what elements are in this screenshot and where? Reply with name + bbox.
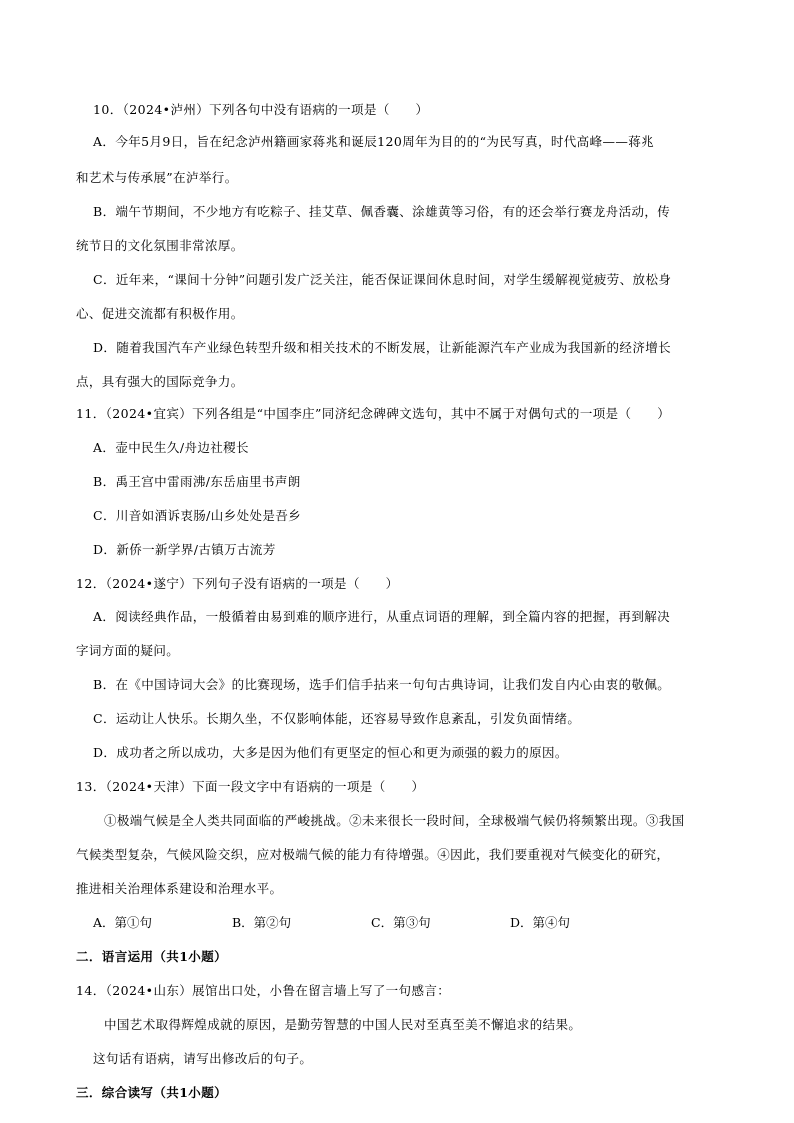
section-3-heading: 三．综合读写（共1小题） — [76, 1085, 227, 1100]
question-13-stem: 13．（2024•天津）下面一段文字中有语病的一项是（ ） — [76, 779, 425, 794]
q10-option-b-line1: B．端午节期间，不少地方有吃粽子、挂艾草、佩香囊、涂雄黄等习俗，有的还会举行赛龙舟活动，传 — [93, 204, 671, 219]
q11-option-a: A．壶中民生久/舟边社稷长 — [93, 440, 249, 455]
question-11-stem: 11．（2024•宜宾）下列各组是“中国李庄”同济纪念碑碑文选句，其中不属于对偶句式的一项是（ ） — [76, 406, 671, 421]
q13-option-a: A．第①句 — [93, 915, 153, 930]
q12-option-b: B．在《中国诗词大会》的比赛现场，选手们信手拈来一句句古典诗词，让我们发自内心由衷的敬佩。 — [93, 677, 671, 692]
q10-option-d-line1: D．随着我国汽车产业绿色转型升级和相关技术的不断发展，让新能源汽车产业成为我国新的经济增长 — [93, 340, 672, 355]
q13-option-c: C．第③句 — [371, 915, 431, 930]
q13-option-d: D．第④句 — [510, 915, 571, 930]
q12-option-a-line2: 字词方面的疑问。 — [76, 643, 180, 658]
q13-option-b: B．第②句 — [232, 915, 292, 930]
q10-option-c-line2: 心、促进交流都有积极作用。 — [76, 306, 244, 321]
question-10-stem: 10．（2024•泸州）下列各句中没有语病的一项是（ ） — [93, 102, 429, 117]
q10-option-a-line2: 和艺术与传承展”在泸举行。 — [76, 170, 238, 185]
q13-passage-line1: ①极端气候是全人类共同面临的严峻挑战。②未来很长一段时间，全球极端气候仍将频繁出现。③我国 — [104, 813, 685, 828]
q14-quote: 中国艺术取得辉煌成就的原因，是勤劳智慧的中国人民对至真至美不懈追求的结果。 — [104, 1017, 582, 1032]
q10-option-d-line2: 点，具有强大的国际竞争力。 — [76, 374, 244, 389]
question-14-stem: 14．（2024•山东）展馆出口处，小鲁在留言墙上写了一句感言： — [76, 983, 451, 998]
q12-option-c: C．运动让人快乐。长期久坐，不仅影响体能，还容易导致作息紊乱，引发负面情绪。 — [93, 711, 581, 726]
q13-passage-line3: 推进相关治理体系建设和治理水平。 — [76, 881, 283, 896]
q11-option-c: C．川音如酒诉衷肠/山乡处处是吾乡 — [93, 508, 302, 523]
question-12-stem: 12．（2024•遂宁）下列句子没有语病的一项是（ ） — [76, 576, 399, 591]
q11-option-d: D．新侨一新学界/古镇万古流芳 — [93, 542, 276, 557]
q11-option-b: B．禹王宫中雷雨沸/东岳庙里书声朗 — [93, 474, 301, 489]
q10-option-c-line1: C．近年来，“课间十分钟”问题引发广泛关注，能否保证课间休息时间，对学生缓解视觉疲劳、放松身 — [93, 272, 672, 287]
q10-option-a-line1: A．今年5月9日，旨在纪念泸州籍画家蒋兆和诞辰120周年为目的的“为民写真，时代高峰——蒋兆 — [93, 134, 655, 149]
q12-option-a-line1: A．阅读经典作品，一般循着由易到难的顺序进行，从重点词语的理解，到全篇内容的把握，再到解决 — [93, 609, 671, 624]
q10-option-b-line2: 统节日的文化氛围非常浓厚。 — [76, 238, 244, 253]
q13-passage-line2: 气候类型复杂，气候风险交织，应对极端气候的能力有待增强。④因此，我们要重视对气候变化的研究， — [76, 847, 670, 862]
q14-instruction: 这句话有语病，请写出修改后的句子。 — [93, 1051, 313, 1066]
q12-option-d: D．成功者之所以成功，大多是因为他们有更坚定的恒心和更为顽强的毅力的原因。 — [93, 745, 568, 760]
section-2-heading: 二．语言运用（共1小题） — [76, 949, 227, 964]
